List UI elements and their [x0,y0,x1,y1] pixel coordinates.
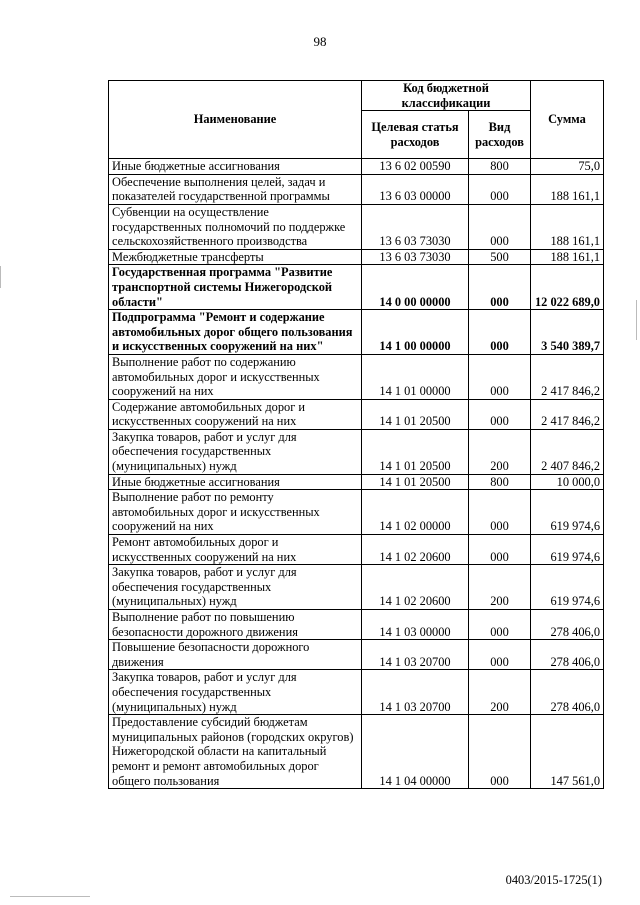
scan-edge-mark [636,300,637,340]
row-sum: 278 406,0 [531,640,604,670]
row-kind: 000 [469,354,531,399]
row-name: Государственная программа "Развитие транспортной системы Нижегородской области" [109,265,362,310]
row-kind: 000 [469,715,531,789]
table-body [109,159,604,789]
document-number: 0403/2015-1725(1) [505,873,602,887]
row-name: Предоставление субсидий бюджетам муниципальных районов (городских округов) Нижегородской области на капитальный ремонт и ремонт автомобильных дорог общего пользования [109,715,362,789]
row-name: Ремонт автомобильных дорог и искусственных сооружений на них [109,535,362,565]
row-sum: 619 974,6 [531,490,604,535]
header-sum: Сумма [531,81,604,159]
table-row [109,490,604,535]
row-name: Содержание автомобильных дорог и искусственных сооружений на них [109,399,362,429]
row-kind: 500 [469,249,531,265]
table-row [109,429,604,474]
row-sum: 10 000,0 [531,474,604,490]
row-code: 13 6 03 73030 [362,204,469,249]
row-code: 14 1 03 20700 [362,640,469,670]
row-code: 14 1 02 20600 [362,565,469,610]
row-kind: 000 [469,640,531,670]
row-sum: 2 417 846,2 [531,399,604,429]
table-row [109,474,604,490]
row-kind: 000 [469,490,531,535]
row-kind: 800 [469,159,531,175]
row-kind: 000 [469,204,531,249]
row-name: Закупка товаров, работ и услуг для обеспечения государственных (муниципальных) нужд [109,429,362,474]
row-sum: 188 161,1 [531,204,604,249]
row-kind: 000 [469,310,531,355]
row-code: 14 1 01 20500 [362,474,469,490]
row-name: Повышение безопасности дорожного движения [109,640,362,670]
row-code: 14 1 03 20700 [362,670,469,715]
table-row [109,399,604,429]
budget-table [108,80,604,789]
row-name: Обеспечение выполнения целей, задач и показателей государственной программы [109,174,362,204]
table-row [109,249,604,265]
page-number: 98 [313,34,327,49]
row-kind: 200 [469,429,531,474]
scan-edge-mark [10,896,90,897]
row-code: 14 1 01 20500 [362,399,469,429]
header-target: Целевая статья расходов [362,111,469,159]
row-name: Субвенции на осуществление государственных полномочий по поддержке сельскохозяйственного производства [109,204,362,249]
row-code: 14 1 02 00000 [362,490,469,535]
table-row [109,310,604,355]
row-kind: 200 [469,565,531,610]
row-kind: 000 [469,535,531,565]
row-code: 13 6 03 73030 [362,249,469,265]
table-row [109,354,604,399]
table-row [109,715,604,789]
row-name: Подпрограмма "Ремонт и содержание автомобильных дорог общего пользования и искусственных сооружений на них" [109,310,362,355]
table-row [109,610,604,640]
row-code: 14 1 01 20500 [362,429,469,474]
row-code: 14 1 00 00000 [362,310,469,355]
table-row [109,670,604,715]
row-name: Межбюджетные трансферты [109,249,362,265]
header-kind: Вид расходов [469,111,531,159]
row-code: 13 6 02 00590 [362,159,469,175]
row-code: 14 1 01 00000 [362,354,469,399]
row-code: 14 1 03 00000 [362,610,469,640]
row-sum: 278 406,0 [531,610,604,640]
row-name: Закупка товаров, работ и услуг для обеспечения государственных (муниципальных) нужд [109,670,362,715]
row-name: Выполнение работ по ремонту автомобильных дорог и искусственных сооружений на них [109,490,362,535]
row-sum: 278 406,0 [531,670,604,715]
row-sum: 75,0 [531,159,604,175]
row-name: Выполнение работ по повышению безопасности дорожного движения [109,610,362,640]
table-row [109,265,604,310]
table-header [109,81,604,159]
row-code: 14 1 04 00000 [362,715,469,789]
table-row [109,159,604,175]
row-sum: 2 417 846,2 [531,354,604,399]
row-sum: 188 161,1 [531,174,604,204]
row-kind: 000 [469,265,531,310]
header-code-group: Код бюджетной классификации [362,81,531,111]
row-code: 14 0 00 00000 [362,265,469,310]
row-name: Закупка товаров, работ и услуг для обеспечения государственных (муниципальных) нужд [109,565,362,610]
row-sum: 619 974,6 [531,565,604,610]
row-name: Выполнение работ по содержанию автомобильных дорог и искусственных сооружений на них [109,354,362,399]
row-kind: 200 [469,670,531,715]
row-name: Иные бюджетные ассигнования [109,159,362,175]
row-sum: 2 407 846,2 [531,429,604,474]
table-row [109,535,604,565]
table-row [109,204,604,249]
row-kind: 000 [469,399,531,429]
row-kind: 800 [469,474,531,490]
row-kind: 000 [469,610,531,640]
row-sum: 619 974,6 [531,535,604,565]
row-sum: 147 561,0 [531,715,604,789]
row-sum: 12 022 689,0 [531,265,604,310]
table-row [109,565,604,610]
table-row [109,640,604,670]
row-sum: 3 540 389,7 [531,310,604,355]
table-row [109,174,604,204]
header-name: Наименование [109,81,362,159]
row-sum: 188 161,1 [531,249,604,265]
row-code: 14 1 02 20600 [362,535,469,565]
row-name: Иные бюджетные ассигнования [109,474,362,490]
row-kind: 000 [469,174,531,204]
scan-edge-mark [0,266,1,288]
row-code: 13 6 03 00000 [362,174,469,204]
